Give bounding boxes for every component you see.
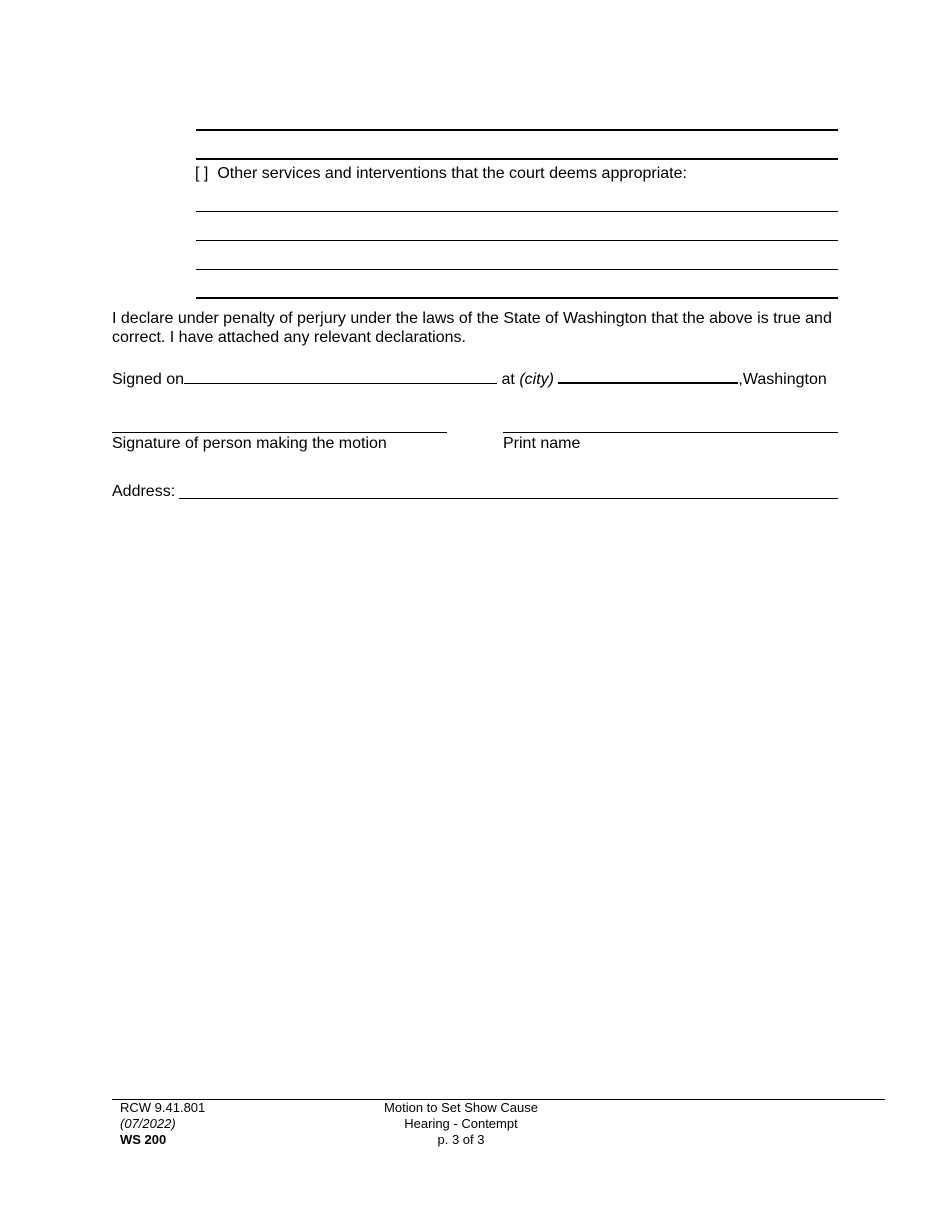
signature-caption: Signature of person making the motion <box>112 435 387 452</box>
footer-form-info <box>120 1100 205 1148</box>
footer-statute: RCW 9.41.801 <box>120 1100 206 1115</box>
other-services-blank-line-4[interactable] <box>196 297 838 299</box>
other-services-checkbox[interactable]: [ ] <box>195 165 209 182</box>
other-services-blank-line-2[interactable] <box>196 240 838 241</box>
blank-line-1[interactable] <box>196 129 838 131</box>
other-services-label: Other services and interventions that the court deems appropriate: <box>217 165 687 182</box>
footer-title-line-1: Motion to Set Show Cause <box>384 1100 538 1115</box>
signature-line[interactable] <box>112 432 447 433</box>
state-suffix: ,Washington <box>738 371 827 388</box>
footer-title-line-2: Hearing - Contempt <box>404 1116 518 1131</box>
at-label: at <box>501 371 515 388</box>
signed-on-row <box>112 367 827 389</box>
city-field[interactable] <box>558 367 738 384</box>
footer-form-date: (07/2022) <box>120 1116 176 1131</box>
blank-line-2[interactable] <box>196 158 838 160</box>
address-label: Address: <box>112 483 176 500</box>
footer-page-label: p. 3 of 3 <box>437 1132 485 1147</box>
address-field[interactable] <box>179 498 838 499</box>
signed-on-date-field[interactable] <box>184 368 497 384</box>
other-services-row <box>195 164 687 183</box>
footer-form-title <box>361 1100 561 1148</box>
perjury-declaration: I declare under penalty of perjury under the laws of the State of Washington that the above is true and correct. I have attached any relevant declarations. <box>112 310 832 346</box>
city-label: (city) <box>519 371 554 388</box>
footer-form-number: WS 200 <box>120 1132 167 1147</box>
signed-on-label: Signed on <box>112 371 185 388</box>
print-name-caption: Print name <box>503 435 581 452</box>
print-name-line[interactable] <box>503 432 838 433</box>
other-services-blank-line-1[interactable] <box>196 211 838 212</box>
other-services-blank-line-3[interactable] <box>196 269 838 270</box>
